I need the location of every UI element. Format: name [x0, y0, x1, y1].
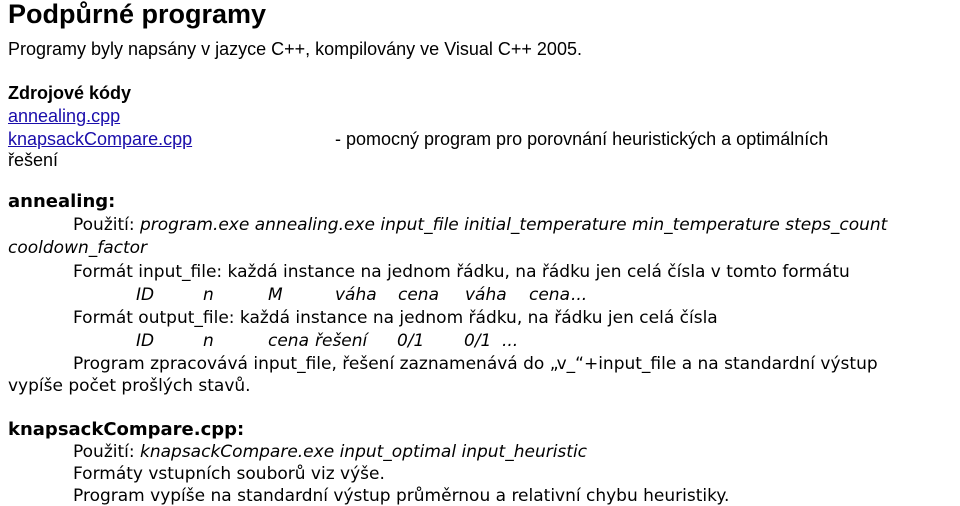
output-col: řešení [315, 331, 368, 351]
input-col: n [203, 285, 214, 305]
annealing-usage-args-cont: cooldown_factor [8, 238, 148, 258]
knapsack-heading: knapsackCompare.cpp: [8, 419, 245, 440]
annealing-usage-label: Použití: [73, 215, 140, 235]
output-col: 0/1 [397, 331, 425, 351]
output-format-text: Formát output_file: každá instance na jednom řádku, na řádku jen celá čísla [73, 308, 718, 328]
knapsack-usage-command: knapsackCompare.exe input_optimal input_heuristic [140, 442, 588, 462]
input-col: M [268, 285, 283, 305]
output-col: ... [502, 331, 519, 351]
knapsack-output-text: Program vypíše na standardní výstup průměrnou a relativní chybu heuristiky. [73, 486, 730, 506]
annealing-usage-command: program.exe annealing. [140, 215, 344, 235]
output-col: n [203, 331, 214, 351]
knapsackcompare-description-cont: řešení [8, 150, 59, 170]
output-col: 0/1 [464, 331, 492, 351]
input-format-text: Formát input_file: každá instance na jednom řádku, na řádku jen celá čísla v tomto formátu [73, 262, 850, 282]
input-col: ID [136, 285, 155, 305]
annealing-heading: annealing: [8, 191, 116, 212]
output-format-columns [136, 333, 518, 350]
input-col: cena [398, 285, 439, 305]
intro-text: Programy byly napsány v jazyce C++, kompilovány ve Visual C++ 2005. [8, 39, 582, 59]
knapsackcompare-cpp-link[interactable]: knapsackCompare.cpp [8, 129, 193, 149]
input-col: cena [529, 285, 570, 305]
output-col: cena [268, 331, 309, 351]
sources-heading: Zdrojové kódy [8, 83, 132, 103]
input-col: váha [465, 285, 507, 305]
input-format-columns [136, 287, 587, 304]
input-col: ... [571, 285, 588, 305]
output-col: ID [136, 331, 155, 351]
knapsack-usage-label: Použití: [73, 442, 140, 462]
knapsack-usage [73, 444, 587, 461]
page-title: Podpůrné programy [8, 0, 267, 29]
annealing-usage-args: exe input_file initial_temperature min_temperature steps_count [343, 215, 888, 235]
annealing-cpp-link[interactable]: annealing.cpp [8, 106, 121, 126]
annealing-usage [73, 217, 887, 234]
annealing-description-cont: vypíše počet prošlých stavů. [8, 376, 251, 396]
knapsackcompare-description: - pomocný program pro porovnání heuristických a optimálních [335, 129, 829, 149]
annealing-description: Program zpracovává input_file, řešení zaznamenává do „v_“+input_file a na standardní výstup [73, 354, 878, 374]
knapsack-formats-text: Formáty vstupních souborů viz výše. [73, 464, 385, 484]
input-col: váha [335, 285, 377, 305]
